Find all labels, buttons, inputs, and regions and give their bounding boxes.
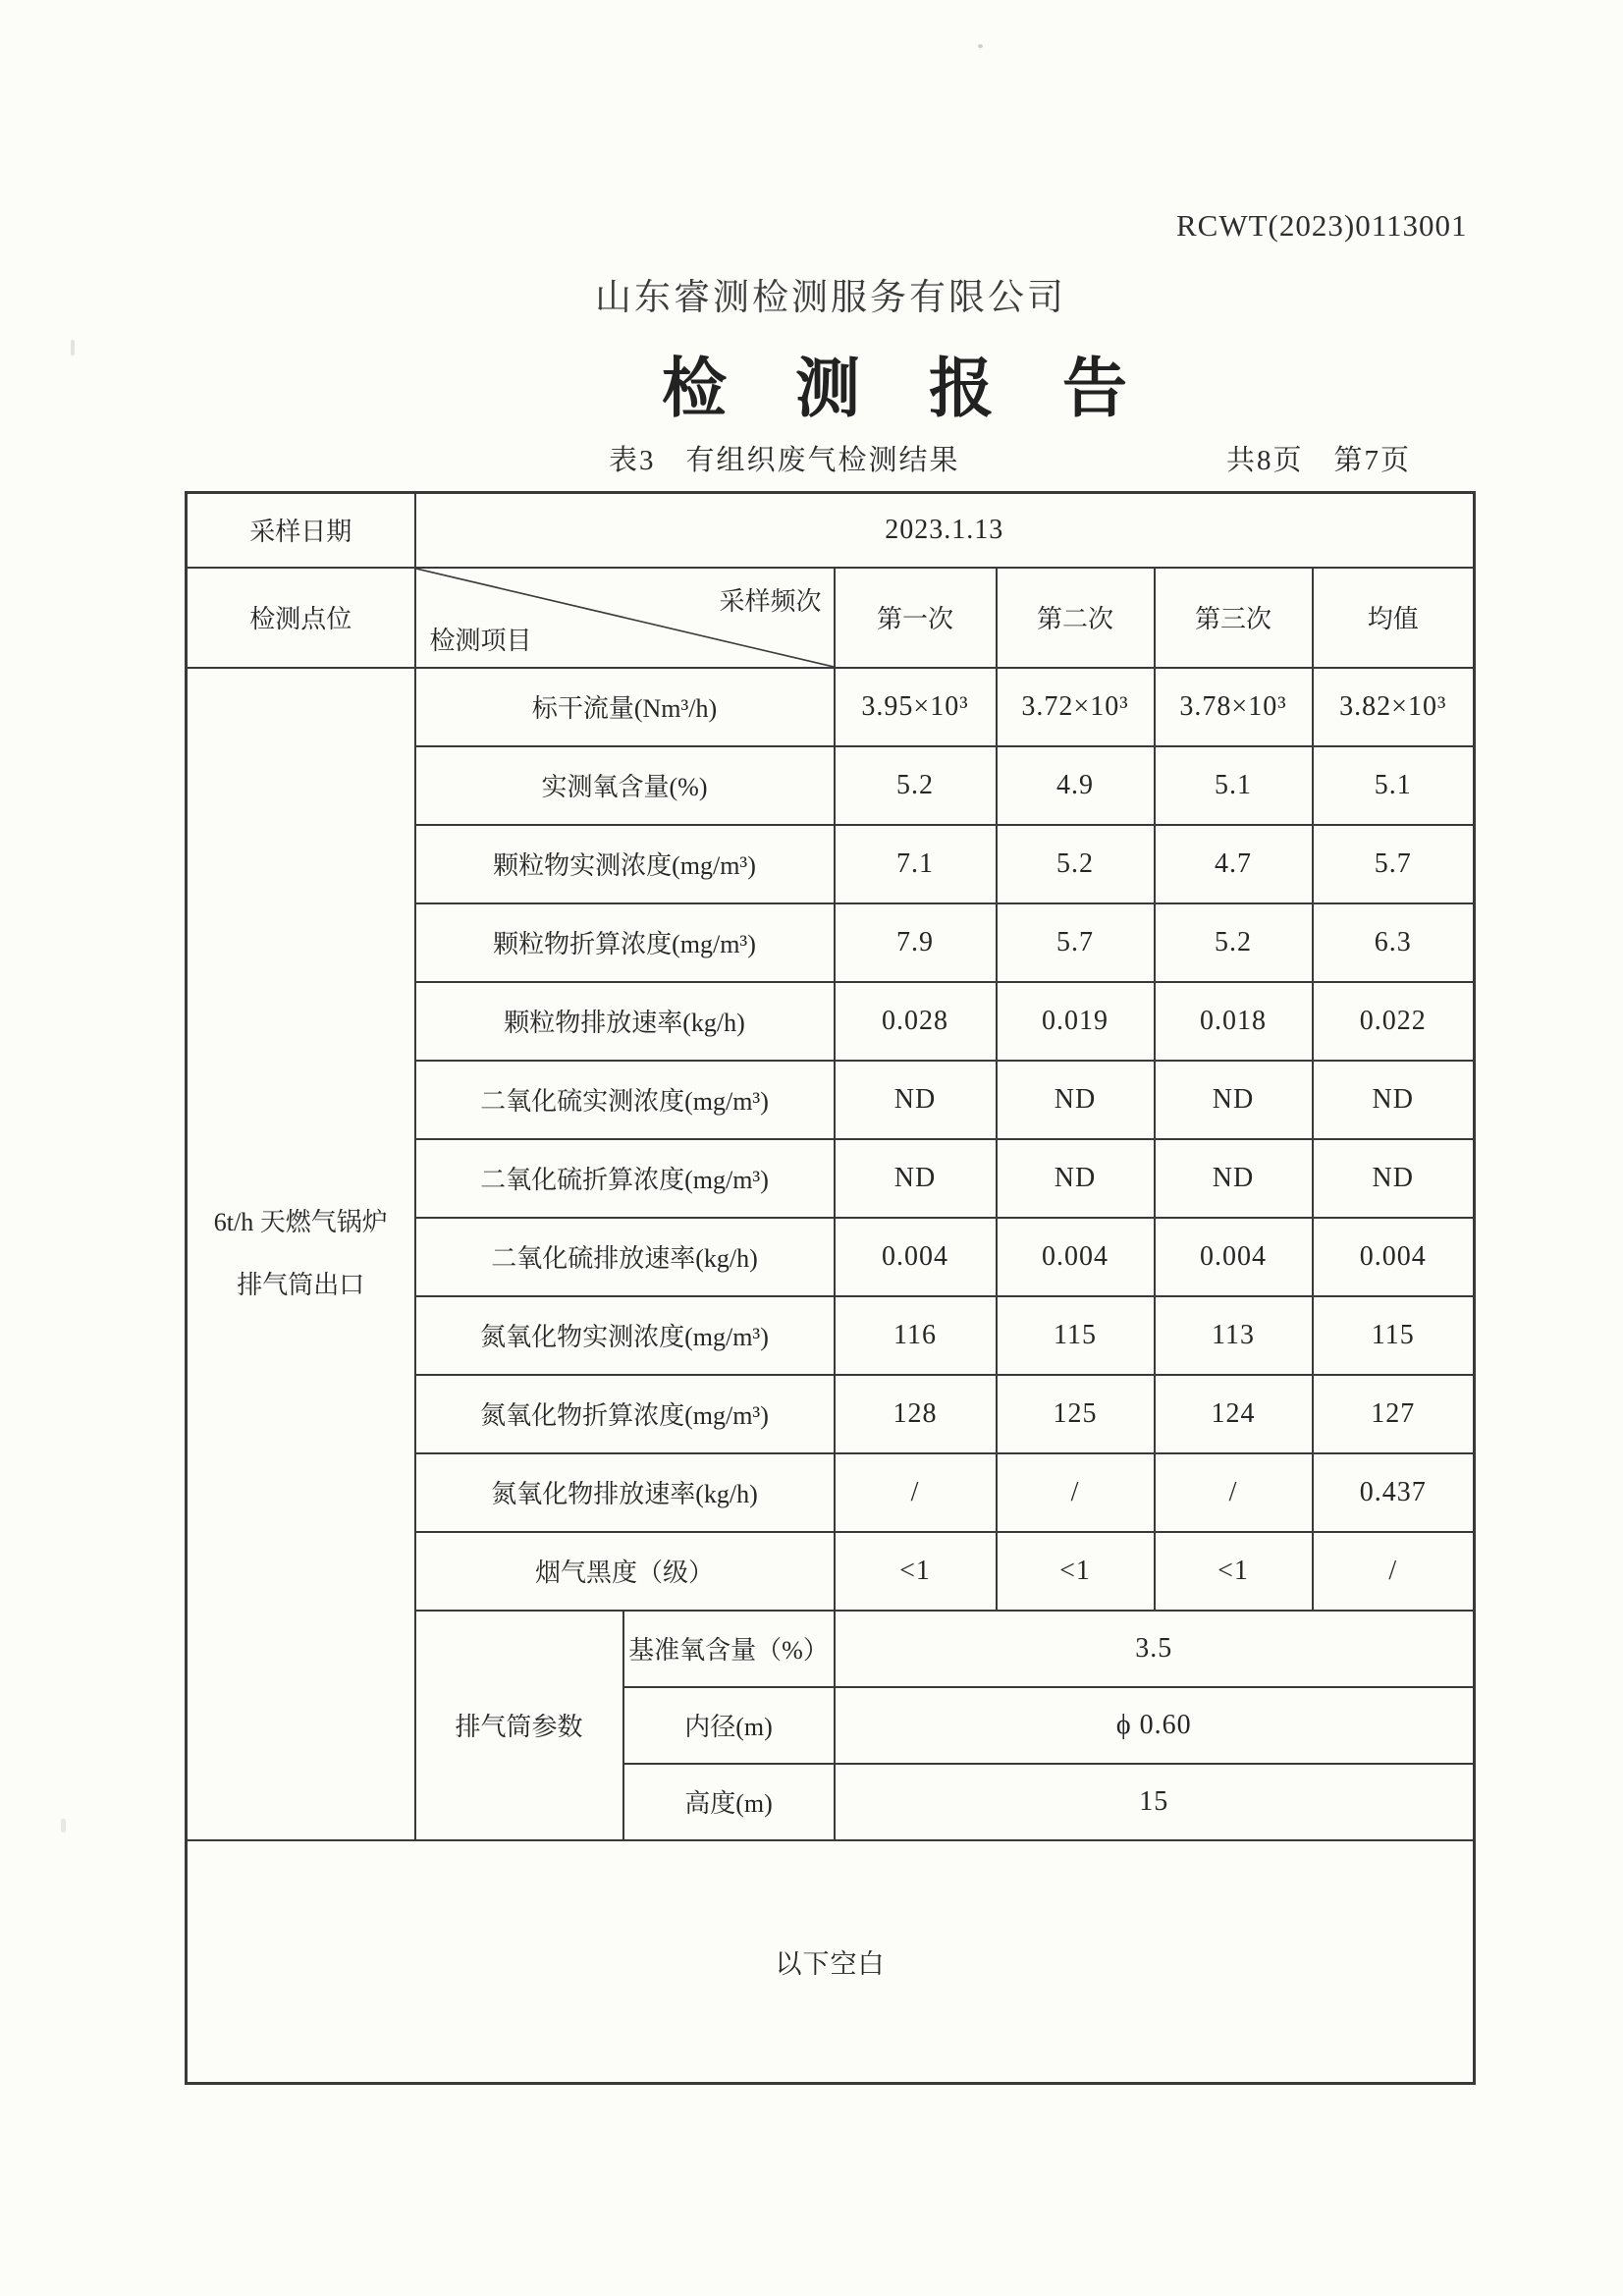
diag-bottom-label: 检测项目 — [429, 626, 532, 655]
row-value: 0.022 — [1313, 982, 1475, 1061]
row-value: 0.028 — [835, 982, 997, 1061]
row-value: <1 — [997, 1532, 1155, 1611]
point-column-label: 检测点位 — [187, 568, 415, 668]
row-value: 4.7 — [1155, 825, 1313, 903]
param-value: 3.5 — [835, 1611, 1475, 1687]
diag-top-label: 采样频次 — [719, 586, 822, 616]
row-value: 5.2 — [997, 825, 1155, 903]
row-label: 烟气黑度（级） — [415, 1532, 835, 1611]
header-row — [187, 568, 1475, 668]
row-value: 127 — [1313, 1375, 1475, 1453]
row-value: <1 — [835, 1532, 997, 1611]
blank-row — [187, 1840, 1475, 2084]
row-value: 125 — [997, 1375, 1155, 1453]
page-indicator: 共8页 第7页 — [1226, 445, 1412, 476]
sampling-date-value: 2023.1.13 — [415, 493, 1475, 568]
scan-speck — [61, 1819, 66, 1832]
row-value: 3.82×10³ — [1313, 668, 1475, 746]
row-label: 氮氧化物排放速率(kg/h) — [415, 1453, 835, 1532]
row-value: 115 — [1313, 1296, 1475, 1375]
row-label: 颗粒物排放速率(kg/h) — [415, 982, 835, 1061]
company-name: 山东睿测检测服务有限公司 — [595, 278, 1066, 318]
row-value: 0.437 — [1313, 1453, 1475, 1532]
row-value: 5.7 — [1313, 825, 1475, 903]
report-title: 检测报告 — [662, 352, 1196, 424]
row-value: 0.004 — [1313, 1218, 1475, 1296]
row-label: 二氧化硫折算浓度(mg/m³) — [415, 1139, 835, 1218]
row-label: 氮氧化物实测浓度(mg/m³) — [415, 1296, 835, 1375]
row-value: 5.2 — [1155, 903, 1313, 982]
row-value: ND — [1155, 1061, 1313, 1139]
row-value: 3.95×10³ — [835, 668, 997, 746]
row-label: 二氧化硫实测浓度(mg/m³) — [415, 1061, 835, 1139]
scan-speck — [71, 340, 75, 355]
row-value: 5.2 — [835, 746, 997, 825]
row-label: 实测氧含量(%) — [415, 746, 835, 825]
freq-header-1: 第一次 — [835, 568, 997, 668]
param-value: ϕ 0.60 — [835, 1687, 1475, 1764]
row-value: ND — [835, 1061, 997, 1139]
row-value: / — [1313, 1532, 1475, 1611]
sampling-date-label: 采样日期 — [187, 493, 415, 568]
row-value: 5.7 — [997, 903, 1155, 982]
row-value: ND — [835, 1139, 997, 1218]
row-value: 6.3 — [1313, 903, 1475, 982]
param-value: 15 — [835, 1764, 1475, 1840]
row-value: 116 — [835, 1296, 997, 1375]
sampling-point-line2: 排气筒出口 — [237, 1270, 365, 1299]
row-value: 113 — [1155, 1296, 1313, 1375]
row-value: ND — [997, 1061, 1155, 1139]
sampling-point-line1: 6t/h 天燃气锅炉 — [213, 1207, 388, 1236]
row-value: 5.1 — [1155, 746, 1313, 825]
row-value: ND — [1155, 1139, 1313, 1218]
row-value: 4.9 — [997, 746, 1155, 825]
param-label: 基准氧含量（%） — [623, 1611, 835, 1687]
row-value: / — [997, 1453, 1155, 1532]
row-value: 0.004 — [835, 1218, 997, 1296]
row-value: ND — [997, 1139, 1155, 1218]
row-value: 0.004 — [997, 1218, 1155, 1296]
table-caption: 表3 有组织废气检测结果 — [609, 445, 960, 476]
row-label: 氮氧化物折算浓度(mg/m³) — [415, 1375, 835, 1453]
diagonal-header-cell — [415, 568, 835, 668]
row-value: 7.1 — [835, 825, 997, 903]
row-label: 颗粒物折算浓度(mg/m³) — [415, 903, 835, 982]
freq-header-2: 第二次 — [997, 568, 1155, 668]
row-value: / — [835, 1453, 997, 1532]
row-value: 115 — [997, 1296, 1155, 1375]
row-value: 0.019 — [997, 982, 1155, 1061]
blank-note: 以下空白 — [775, 1948, 886, 1979]
sampling-date-row — [187, 493, 1475, 568]
row-value: 5.1 — [1313, 746, 1475, 825]
results-table — [185, 491, 1476, 2085]
row-value: 3.78×10³ — [1155, 668, 1313, 746]
table-row — [187, 668, 1475, 746]
param-label: 内径(m) — [623, 1687, 835, 1764]
row-value: 124 — [1155, 1375, 1313, 1453]
row-value: 3.72×10³ — [997, 668, 1155, 746]
row-value: 0.004 — [1155, 1218, 1313, 1296]
report-number: RCWT(2023)0113001 — [1176, 208, 1468, 243]
sampling-point-cell — [187, 668, 415, 1840]
row-label: 二氧化硫排放速率(kg/h) — [415, 1218, 835, 1296]
param-label: 高度(m) — [623, 1764, 835, 1840]
row-value: 7.9 — [835, 903, 997, 982]
freq-header-mean: 均值 — [1313, 568, 1475, 668]
row-value: ND — [1313, 1139, 1475, 1218]
row-value: <1 — [1155, 1532, 1313, 1611]
scan-speck — [978, 44, 983, 48]
row-value: ND — [1313, 1061, 1475, 1139]
row-label: 标干流量(Nm³/h) — [415, 668, 835, 746]
row-value: / — [1155, 1453, 1313, 1532]
stack-params-group-label: 排气筒参数 — [415, 1611, 623, 1840]
row-label: 颗粒物实测浓度(mg/m³) — [415, 825, 835, 903]
row-value: 0.018 — [1155, 982, 1313, 1061]
freq-header-3: 第三次 — [1155, 568, 1313, 668]
row-value: 128 — [835, 1375, 997, 1453]
blank-note-cell — [187, 1840, 1475, 2084]
